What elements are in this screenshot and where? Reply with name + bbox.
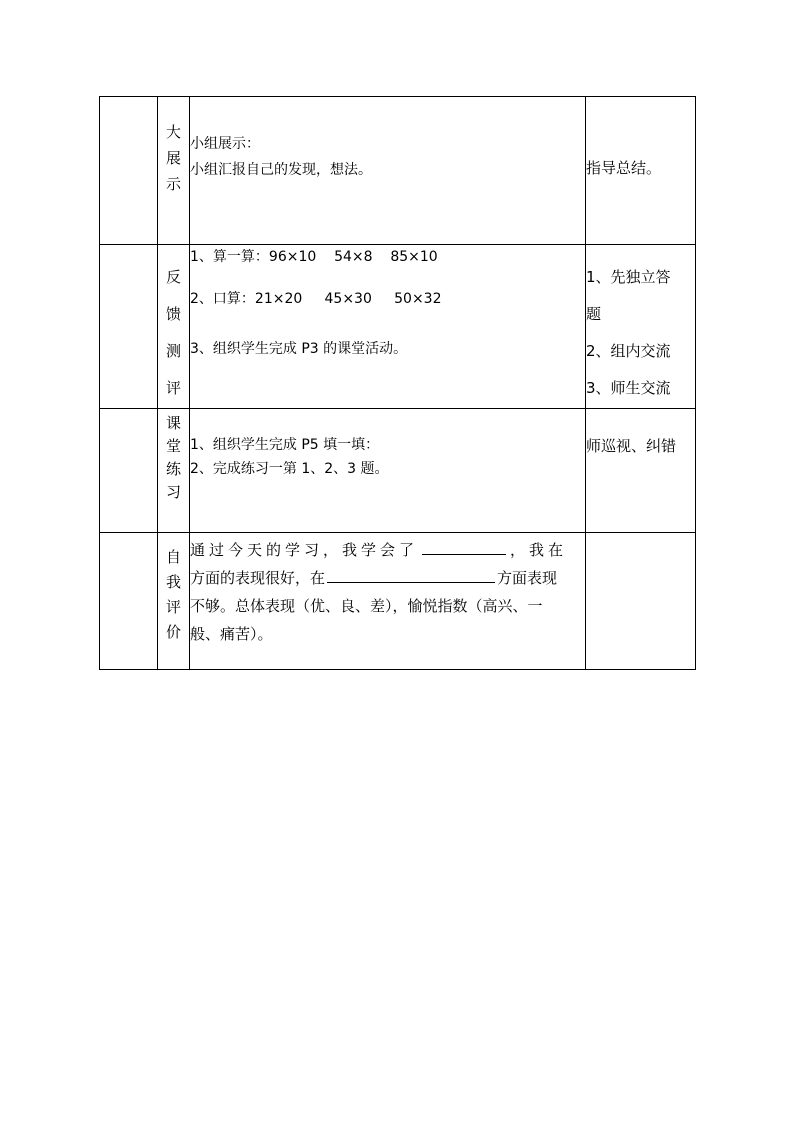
content-line: 小组汇报自己的发现，想法。 <box>190 162 372 178</box>
self-line-2 <box>190 564 585 592</box>
fill-blank-learned[interactable] <box>422 540 506 555</box>
stage-char: 大 <box>165 123 181 141</box>
empty-cell <box>100 97 158 245</box>
table-row-self-assessment <box>100 533 696 670</box>
stage-char: 评 <box>165 379 181 397</box>
lesson-plan-table <box>99 96 696 670</box>
empty-cell <box>100 409 158 533</box>
table-row-group-show <box>100 97 696 245</box>
content-cell <box>190 409 586 533</box>
fill-blank-weak-area[interactable] <box>327 568 495 583</box>
empty-cell <box>100 245 158 409</box>
content-line: 小组展示： <box>190 136 260 152</box>
guide-line: 3、师生交流 <box>586 379 671 397</box>
stage-char: 我 <box>165 573 181 591</box>
guide-text: 指导总结。 <box>586 158 662 177</box>
exercise-line: 3、组织学生完成 P3 的课堂活动。 <box>190 341 408 357</box>
stage-char: 示 <box>165 175 181 193</box>
stage-char: 评 <box>165 598 181 616</box>
stage-label-cell <box>158 409 190 533</box>
table-row-practice <box>100 409 696 533</box>
stage-char: 反 <box>165 268 181 286</box>
self-text: 方面的表现很好，在 <box>190 569 326 587</box>
self-text: ，我在 <box>510 541 568 559</box>
stage-char: 堂 <box>165 437 181 455</box>
stage-char: 课 <box>165 414 181 432</box>
content-cell <box>190 97 586 245</box>
empty-cell <box>100 533 158 670</box>
table-row-feedback <box>100 245 696 409</box>
self-text: 通过今天的学习，我学会了 <box>190 541 419 559</box>
self-line-3: 不够。总体表现（优、良、差），愉悦指数（高兴、一 <box>190 597 543 615</box>
content-cell <box>190 245 586 409</box>
stage-char: 习 <box>165 483 181 501</box>
guide-line: 题 <box>586 305 602 323</box>
self-line-1 <box>190 536 585 564</box>
guide-cell <box>586 533 696 670</box>
self-assessment-text <box>190 533 586 670</box>
stage-char: 自 <box>165 548 181 566</box>
content-line: 2、完成练习一第 1、2、3 题。 <box>190 461 389 477</box>
content-line: 1、组织学生完成 P5 填一填： <box>190 437 380 453</box>
guide-line: 1、先独立答 <box>586 268 671 286</box>
stage-label-cell <box>158 245 190 409</box>
stage-label-cell <box>158 97 190 245</box>
stage-char: 馈 <box>165 305 181 323</box>
stage-char: 练 <box>165 460 181 478</box>
stage-char: 展 <box>165 149 181 167</box>
stage-char: 价 <box>165 623 181 641</box>
guide-cell <box>586 245 696 409</box>
stage-label-cell <box>158 533 190 670</box>
guide-cell <box>586 97 696 245</box>
self-line-4: 般、痛苦）。 <box>190 625 273 643</box>
self-text: 方面表现 <box>497 569 558 587</box>
stage-char: 测 <box>165 342 181 360</box>
exercise-line: 2、口算：21×20 45×30 50×32 <box>190 291 442 307</box>
guide-cell <box>586 409 696 533</box>
guide-line: 2、组内交流 <box>586 342 671 360</box>
exercise-line: 1、算一算：96×10 54×8 85×10 <box>190 249 438 265</box>
guide-text: 师巡视、纠错 <box>586 437 677 455</box>
